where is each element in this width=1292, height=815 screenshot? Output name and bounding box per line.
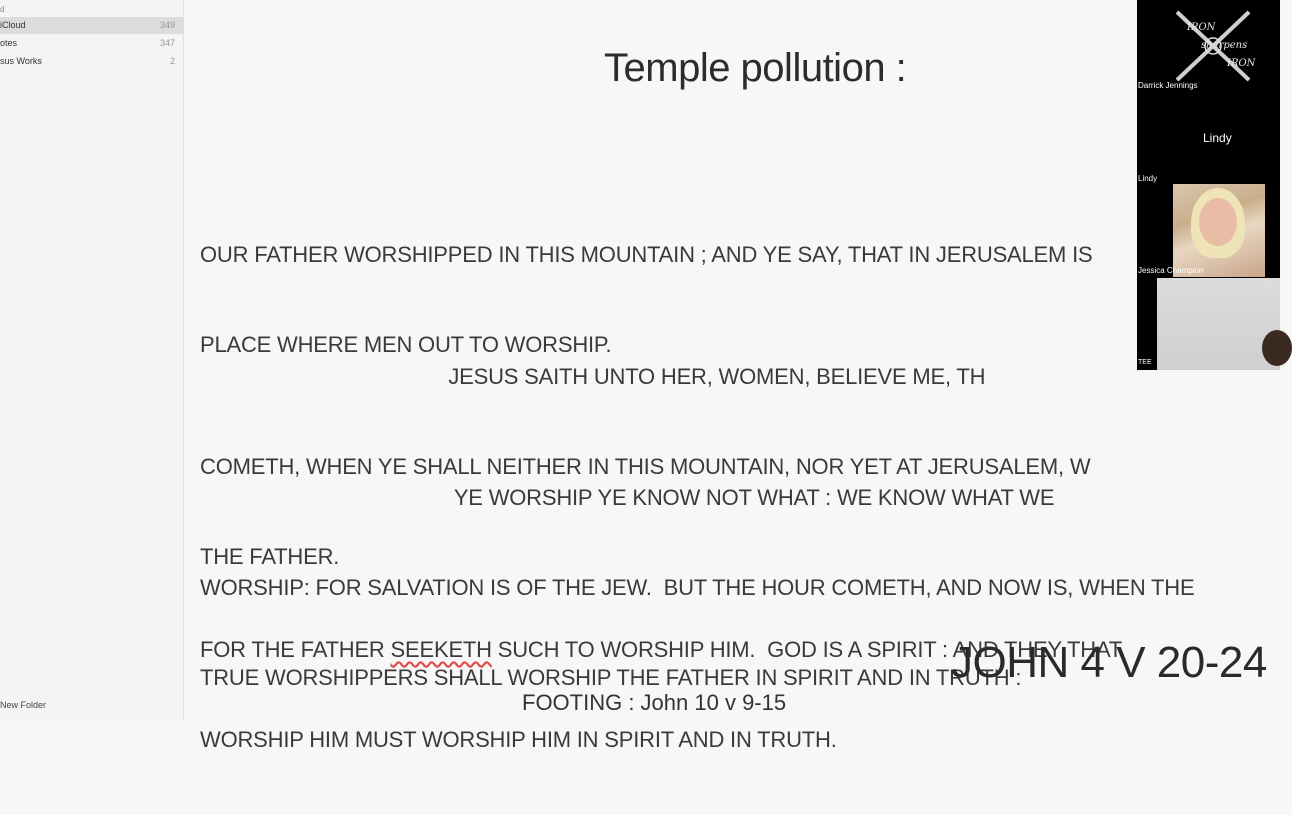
paragraph-line: WORSHIP HIM MUST WORSHIP HIM IN SPIRIT AND IN TRUTH. — [200, 727, 837, 752]
footing-text: FOOTING : John 10 v 9-15 — [522, 690, 787, 715]
participant-video-tee[interactable] — [1157, 278, 1280, 370]
participant-tile-darrick[interactable] — [1137, 0, 1280, 92]
avatar — [1262, 330, 1292, 366]
paragraph-line: TRUE WORSHIPPERS SHALL WORSHIP THE FATHER IN SPIRIT AND IN TRUTH : — [200, 665, 1022, 690]
video-participants-panel — [1137, 0, 1280, 370]
misspelled-word[interactable]: SEEKETH — [390, 637, 492, 662]
folder-count: 347 — [159, 38, 175, 48]
logo-word: IRON — [1227, 58, 1256, 69]
paragraph-line: JESUS SAITH UNTO HER, WOMEN, BELIEVE ME, TH — [200, 364, 986, 389]
participant-display-name: Lindy — [1203, 131, 1232, 145]
paragraph-line: WORSHIP: FOR SALVATION IS OF THE JEW. BUT THE HOUR COMETH, AND NOW IS, WHEN THE — [200, 575, 1195, 600]
folder-name: otes — [0, 38, 18, 48]
participant-name: Jessica Champion — [1138, 266, 1204, 275]
paragraph-line: OUR FATHER WORSHIPPED IN THIS MOUNTAIN ; AND YE SAY, THAT IN JERUSALEM IS — [200, 242, 1093, 267]
folder-name: iCloud — [0, 20, 26, 30]
avatar-face — [1199, 198, 1237, 246]
notes-sidebar — [0, 0, 184, 720]
participant-video-jessica[interactable] — [1173, 184, 1265, 277]
new-folder-button[interactable]: New Folder — [0, 700, 47, 710]
participant-name: Lindy — [1138, 174, 1158, 183]
folder-notes[interactable] — [0, 35, 183, 52]
folder-count: 349 — [159, 20, 175, 30]
logo-word: sharpens — [1201, 40, 1248, 51]
logo-word: IRON — [1187, 22, 1216, 33]
sidebar-section-header: d — [0, 5, 5, 14]
folder-count: 2 — [169, 56, 175, 66]
paragraph-line: YE WORSHIP YE KNOW NOT WHAT : WE KNOW WHAT WE — [200, 485, 1055, 510]
participant-name: TEE — [1138, 359, 1152, 366]
text-run: FOR THE FATHER — [200, 637, 391, 662]
scripture-reference: JOHN 4 V 20-24 — [951, 638, 1267, 687]
text-run: SUCH TO WORSHIP HIM. GOD IS A SPIRIT : AND THEY THAT — [491, 637, 1123, 662]
paragraph-line: PLACE WHERE MEN OUT TO WORSHIP. — [200, 332, 612, 357]
paragraph-line: THE FATHER. — [200, 544, 340, 569]
paragraph-line: COMETH, WHEN YE SHALL NEITHER IN THIS MOUNTAIN, NOR YET AT JERUSALEM, W — [200, 454, 1091, 479]
folder-name: sus Works — [0, 56, 42, 66]
participant-name: Darrick Jennings — [1138, 81, 1198, 90]
folder-icloud[interactable] — [0, 17, 183, 34]
note-title: Temple pollution : — [604, 46, 907, 90]
folder-jesus-works[interactable] — [0, 53, 183, 70]
